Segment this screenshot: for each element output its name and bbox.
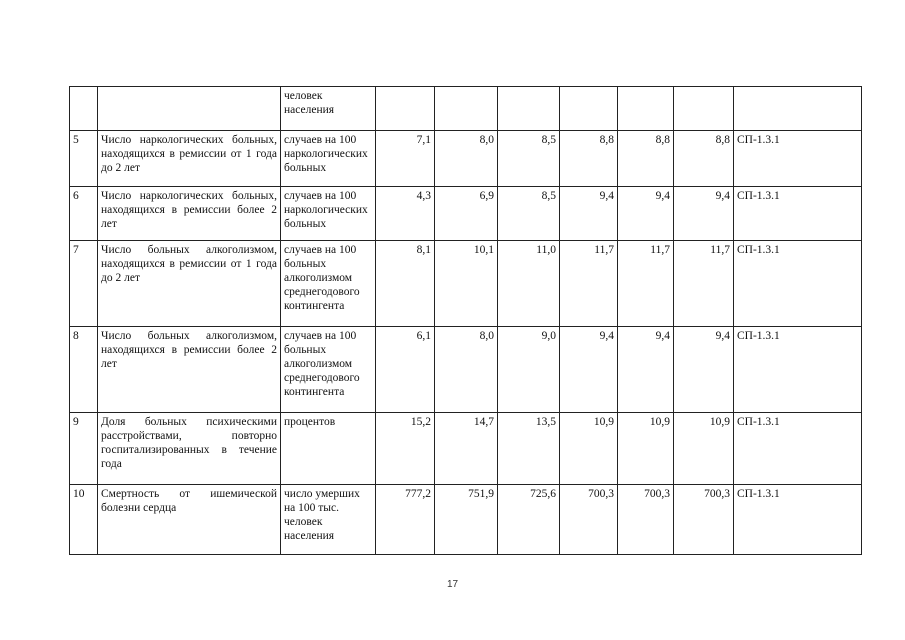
table-row xyxy=(70,485,862,555)
unit-cell: число умерших на 100 тыс. человек населения xyxy=(281,485,376,555)
indicator-cell: Число больных алкоголизмом, находящихся в ремиссии от 1 года до 2 лет xyxy=(98,241,281,327)
value-cell: 9,4 xyxy=(674,327,734,413)
row-number: 5 xyxy=(70,131,98,187)
row-number: 10 xyxy=(70,485,98,555)
table-row xyxy=(70,187,862,241)
value-cell: 8,5 xyxy=(498,131,560,187)
value-cell: 8,5 xyxy=(498,187,560,241)
value-cell: 700,3 xyxy=(674,485,734,555)
unit-cell: случаев на 100 больных алкоголизмом среднегодового контингента xyxy=(281,327,376,413)
value-cell xyxy=(498,87,560,131)
value-cell: 8,8 xyxy=(560,131,618,187)
unit-cell: человек населения xyxy=(281,87,376,131)
value-cell: 10,9 xyxy=(618,413,674,485)
value-cell: 9,4 xyxy=(560,327,618,413)
page-number: 17 xyxy=(446,579,459,590)
value-cell: 14,7 xyxy=(435,413,498,485)
value-cell xyxy=(435,87,498,131)
value-cell: 8,1 xyxy=(376,241,435,327)
table-row xyxy=(70,413,862,485)
value-cell: 10,1 xyxy=(435,241,498,327)
value-cell xyxy=(560,87,618,131)
value-cell: 725,6 xyxy=(498,485,560,555)
unit-cell: случаев на 100 наркологических больных xyxy=(281,131,376,187)
value-cell: 11,0 xyxy=(498,241,560,327)
source-cell: СП-1.3.1 xyxy=(734,485,862,555)
indicator-cell: Число наркологических больных, находящихся в ремиссии от 1 года до 2 лет xyxy=(98,131,281,187)
value-cell: 9,4 xyxy=(618,187,674,241)
value-cell: 4,3 xyxy=(376,187,435,241)
indicator-cell: Смертность от ишемической болезни сердца xyxy=(98,485,281,555)
value-cell: 9,4 xyxy=(560,187,618,241)
row-number xyxy=(70,87,98,131)
table-row-continued xyxy=(70,87,862,131)
value-cell: 700,3 xyxy=(560,485,618,555)
value-cell: 15,2 xyxy=(376,413,435,485)
value-cell: 751,9 xyxy=(435,485,498,555)
value-cell: 777,2 xyxy=(376,485,435,555)
row-number: 8 xyxy=(70,327,98,413)
source-cell: СП-1.3.1 xyxy=(734,187,862,241)
value-cell xyxy=(376,87,435,131)
table-row xyxy=(70,327,862,413)
table-row xyxy=(70,241,862,327)
indicator-cell: Доля больных психическими расстройствами, повторно госпитализированных в течение года xyxy=(98,413,281,485)
indicator-cell xyxy=(98,87,281,131)
source-cell xyxy=(734,87,862,131)
value-cell: 9,4 xyxy=(674,187,734,241)
table-row xyxy=(70,131,862,187)
indicator-cell: Число больных алкоголизмом, находящихся в ремиссии более 2 лет xyxy=(98,327,281,413)
value-cell: 6,9 xyxy=(435,187,498,241)
value-cell: 8,8 xyxy=(674,131,734,187)
indicators-table xyxy=(69,86,862,555)
value-cell xyxy=(674,87,734,131)
unit-cell: процентов xyxy=(281,413,376,485)
value-cell: 10,9 xyxy=(560,413,618,485)
value-cell xyxy=(618,87,674,131)
value-cell: 13,5 xyxy=(498,413,560,485)
value-cell: 11,7 xyxy=(674,241,734,327)
value-cell: 9,4 xyxy=(618,327,674,413)
indicator-cell: Число наркологических больных, находящихся в ремиссии более 2 лет xyxy=(98,187,281,241)
value-cell: 11,7 xyxy=(618,241,674,327)
value-cell: 10,9 xyxy=(674,413,734,485)
value-cell: 6,1 xyxy=(376,327,435,413)
source-cell: СП-1.3.1 xyxy=(734,131,862,187)
source-cell: СП-1.3.1 xyxy=(734,241,862,327)
value-cell: 8,8 xyxy=(618,131,674,187)
value-cell: 700,3 xyxy=(618,485,674,555)
unit-cell: случаев на 100 наркологических больных xyxy=(281,187,376,241)
source-cell: СП-1.3.1 xyxy=(734,413,862,485)
row-number: 6 xyxy=(70,187,98,241)
unit-cell: случаев на 100 больных алкоголизмом среднегодового контингента xyxy=(281,241,376,327)
value-cell: 8,0 xyxy=(435,327,498,413)
value-cell: 9,0 xyxy=(498,327,560,413)
row-number: 9 xyxy=(70,413,98,485)
source-cell: СП-1.3.1 xyxy=(734,327,862,413)
value-cell: 8,0 xyxy=(435,131,498,187)
value-cell: 7,1 xyxy=(376,131,435,187)
value-cell: 11,7 xyxy=(560,241,618,327)
row-number: 7 xyxy=(70,241,98,327)
